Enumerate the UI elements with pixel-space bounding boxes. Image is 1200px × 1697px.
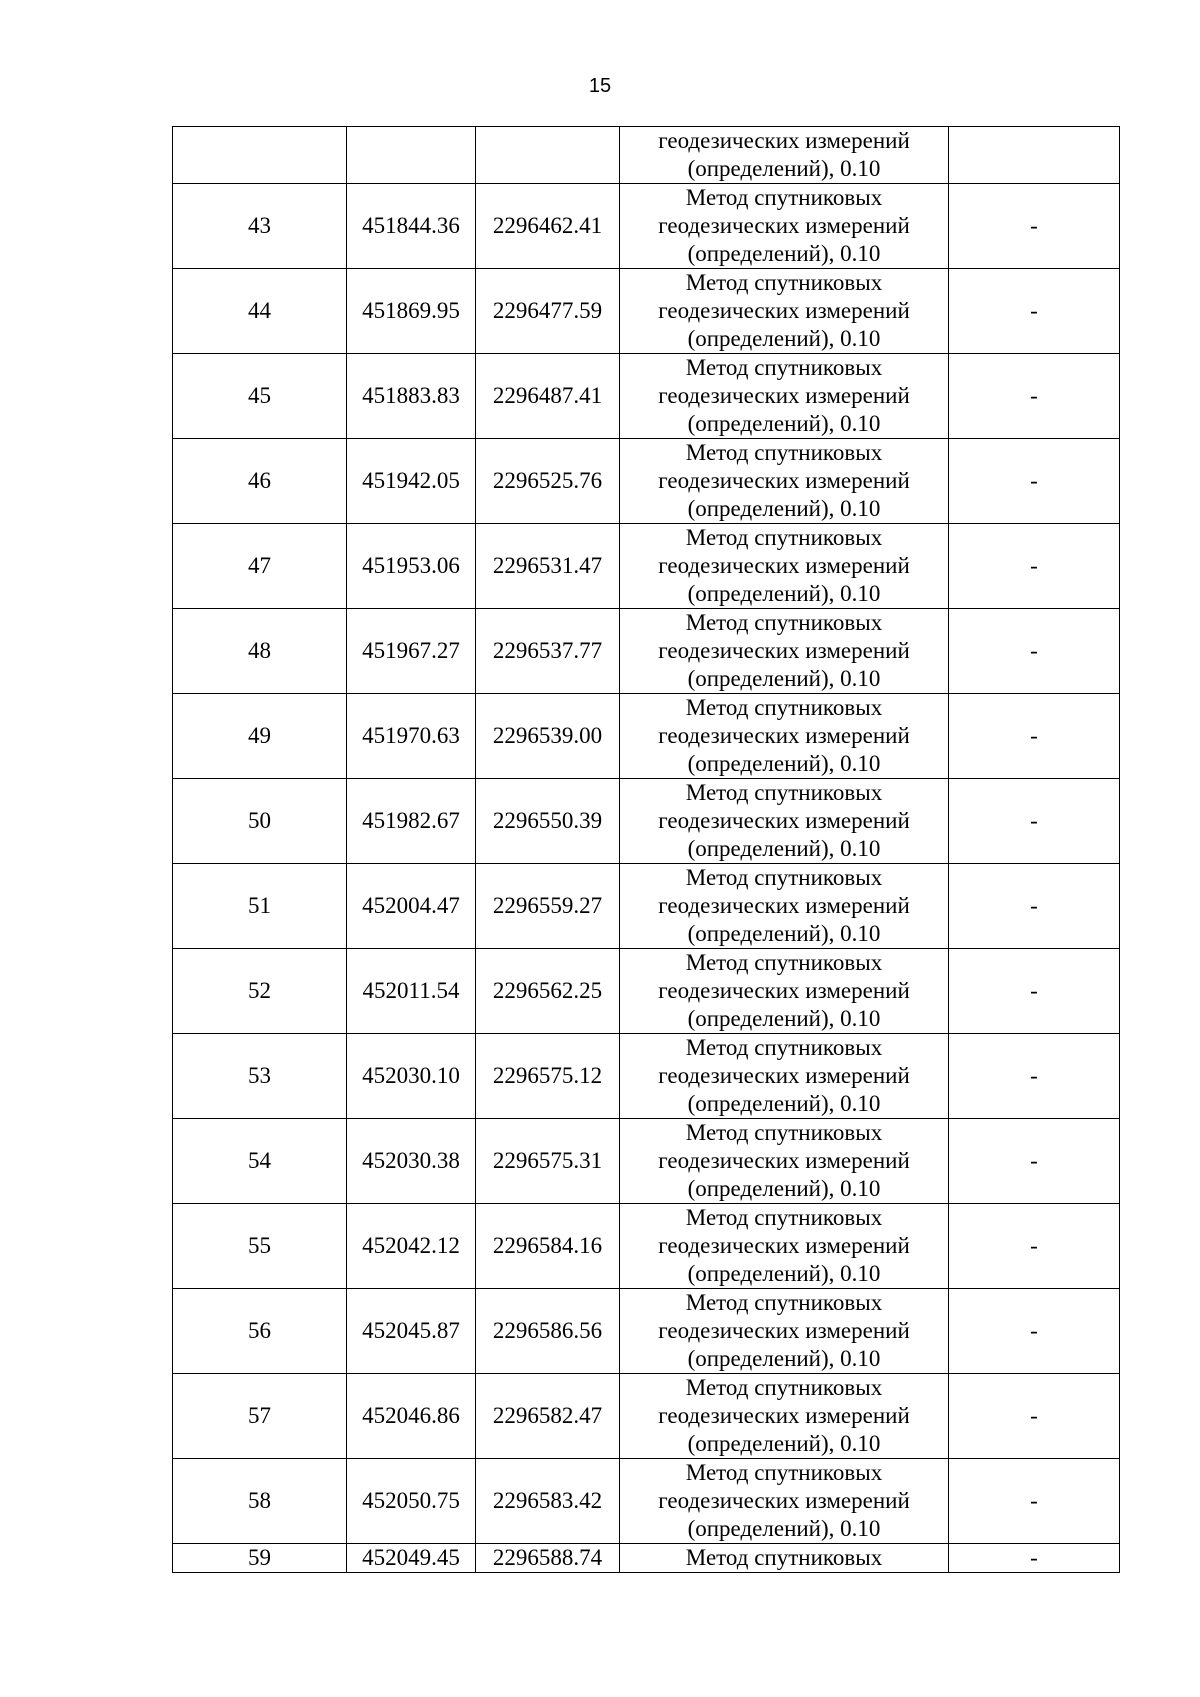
cell-note: -: [949, 1204, 1120, 1289]
table-row: [173, 1544, 1120, 1573]
cell-method: Метод спутниковых геодезических измерений (определений), 0.10: [620, 269, 949, 354]
cell-y: 2296531.47: [476, 524, 620, 609]
table-row: [173, 949, 1120, 1034]
cell-x: [347, 127, 476, 184]
table-row: [173, 184, 1120, 269]
cell-note: -: [949, 524, 1120, 609]
cell-x: 451953.06: [347, 524, 476, 609]
cell-method: Метод спутниковых геодезических измерений (определений), 0.10: [620, 864, 949, 949]
cell-method: Метод спутниковых геодезических измерений (определений), 0.10: [620, 354, 949, 439]
cell-note: -: [949, 1374, 1120, 1459]
table-row-continued: [173, 127, 1120, 184]
cell-method: Метод спутниковых геодезических измерений (определений), 0.10: [620, 1119, 949, 1204]
table-row: [173, 1119, 1120, 1204]
cell-point: 57: [173, 1374, 347, 1459]
table-row: [173, 864, 1120, 949]
cell-y: 2296583.42: [476, 1459, 620, 1544]
table-row: [173, 1204, 1120, 1289]
cell-method: Метод спутниковых геодезических измерений (определений), 0.10: [620, 184, 949, 269]
table-row: [173, 524, 1120, 609]
cell-x: 451883.83: [347, 354, 476, 439]
cell-y: 2296582.47: [476, 1374, 620, 1459]
cell-note: -: [949, 864, 1120, 949]
cell-point: 56: [173, 1289, 347, 1374]
cell-method: Метод спутниковых геодезических измерений (определений), 0.10: [620, 1034, 949, 1119]
cell-point: 54: [173, 1119, 347, 1204]
cell-point: 43: [173, 184, 347, 269]
cell-x: 451982.67: [347, 779, 476, 864]
cell-note: -: [949, 1034, 1120, 1119]
cell-point: 48: [173, 609, 347, 694]
table-row: [173, 1289, 1120, 1374]
cell-point: 53: [173, 1034, 347, 1119]
cell-y: 2296588.74: [476, 1544, 620, 1573]
cell-x: 452046.86: [347, 1374, 476, 1459]
cell-note: -: [949, 184, 1120, 269]
cell-x: 452011.54: [347, 949, 476, 1034]
cell-y: 2296575.12: [476, 1034, 620, 1119]
cell-x: 452042.12: [347, 1204, 476, 1289]
cell-point: 46: [173, 439, 347, 524]
cell-note: -: [949, 949, 1120, 1034]
cell-x: 451844.36: [347, 184, 476, 269]
cell-point: 55: [173, 1204, 347, 1289]
table-row: [173, 779, 1120, 864]
table-row: [173, 1374, 1120, 1459]
cell-y: 2296559.27: [476, 864, 620, 949]
cell-x: 452049.45: [347, 1544, 476, 1573]
cell-method: Метод спутниковых геодезических измерений (определений), 0.10: [620, 779, 949, 864]
cell-y: 2296537.77: [476, 609, 620, 694]
cell-x: 451942.05: [347, 439, 476, 524]
cell-y: 2296562.25: [476, 949, 620, 1034]
cell-x: 452045.87: [347, 1289, 476, 1374]
cell-method: Метод спутниковых геодезических измерений (определений), 0.10: [620, 694, 949, 779]
cell-method: геодезических измерений (определений), 0.10: [620, 127, 949, 184]
cell-x: 452030.38: [347, 1119, 476, 1204]
cell-method: Метод спутниковых геодезических измерений (определений), 0.10: [620, 1289, 949, 1374]
cell-point: 58: [173, 1459, 347, 1544]
cell-y: 2296462.41: [476, 184, 620, 269]
cell-note: -: [949, 1289, 1120, 1374]
cell-point: 51: [173, 864, 347, 949]
cell-note: -: [949, 1119, 1120, 1204]
coordinates-table-body: [173, 127, 1120, 1573]
table-row: [173, 609, 1120, 694]
cell-method: Метод спутниковых геодезических измерений (определений), 0.10: [620, 524, 949, 609]
page-number: 15: [588, 75, 612, 97]
cell-x: 451869.95: [347, 269, 476, 354]
cell-y: 2296539.00: [476, 694, 620, 779]
cell-method: Метод спутниковых геодезических измерений (определений), 0.10: [620, 439, 949, 524]
cell-x: 451970.63: [347, 694, 476, 779]
cell-y: 2296550.39: [476, 779, 620, 864]
cell-point: 52: [173, 949, 347, 1034]
cell-y: 2296575.31: [476, 1119, 620, 1204]
cell-point: 49: [173, 694, 347, 779]
cell-note: -: [949, 1459, 1120, 1544]
cell-x: 452030.10: [347, 1034, 476, 1119]
cell-point: [173, 127, 347, 184]
cell-x: 452050.75: [347, 1459, 476, 1544]
cell-x: 451967.27: [347, 609, 476, 694]
cell-note: -: [949, 1544, 1120, 1573]
cell-x: 452004.47: [347, 864, 476, 949]
cell-point: 47: [173, 524, 347, 609]
table-row: [173, 354, 1120, 439]
cell-note: -: [949, 694, 1120, 779]
cell-note: -: [949, 779, 1120, 864]
cell-y: 2296487.41: [476, 354, 620, 439]
cell-method: Метод спутниковых геодезических измерений (определений), 0.10: [620, 1459, 949, 1544]
cell-note: -: [949, 354, 1120, 439]
table-row: [173, 269, 1120, 354]
table-row: [173, 439, 1120, 524]
cell-y: 2296525.76: [476, 439, 620, 524]
cell-method: Метод спутниковых геодезических измерений (определений), 0.10: [620, 1374, 949, 1459]
cell-note: -: [949, 609, 1120, 694]
cell-note: -: [949, 269, 1120, 354]
cell-y: 2296584.16: [476, 1204, 620, 1289]
cell-note: [949, 127, 1120, 184]
cell-point: 45: [173, 354, 347, 439]
cell-y: 2296586.56: [476, 1289, 620, 1374]
cell-method: Метод спутниковых геодезических измерений (определений), 0.10: [620, 609, 949, 694]
coordinates-table: [172, 126, 1120, 1573]
cell-point: 44: [173, 269, 347, 354]
cell-method: Метод спутниковых геодезических измерений (определений), 0.10: [620, 949, 949, 1034]
cell-point: 59: [173, 1544, 347, 1573]
table-row: [173, 1459, 1120, 1544]
cell-point: 50: [173, 779, 347, 864]
table-row: [173, 1034, 1120, 1119]
cell-method: Метод спутниковых геодезических измерений (определений), 0.10: [620, 1204, 949, 1289]
table-row: [173, 694, 1120, 779]
cell-y: [476, 127, 620, 184]
cell-y: 2296477.59: [476, 269, 620, 354]
cell-method: Метод спутниковых: [620, 1544, 949, 1573]
cell-note: -: [949, 439, 1120, 524]
